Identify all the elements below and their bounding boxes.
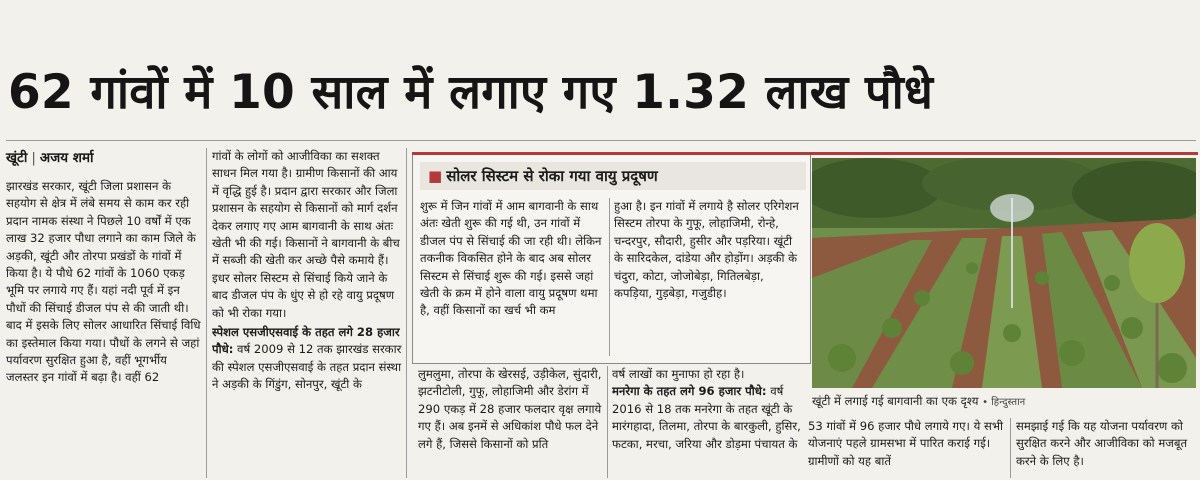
photo-credit: • हिन्दुस्तान [982, 397, 1026, 408]
photo-caption [812, 394, 1196, 410]
subhead-mgnrega: मनरेगा के तहत लगे 96 हजार पौधे: [612, 384, 767, 399]
box-column-divider [609, 198, 610, 356]
article-column-3 [418, 366, 604, 478]
byline [6, 148, 206, 166]
byline-place: खूंटी [6, 150, 28, 166]
headline: 62 गांवों में 10 साल में लगाए गए 1.32 लाख पौधे [8, 65, 934, 120]
column-2-continued [212, 324, 402, 394]
orchard-photo [812, 158, 1196, 388]
column-4-after-subhead: वर्ष 2016 से 18 तक मनरेगा के तहत खूंटी के मारंगहादा, तिलमा, तोरपा के बारकुली, हुसिर, फटका, मरचा, जरिया और डोड़मा पंचायत के [612, 384, 801, 451]
article-column-5 [808, 418, 1004, 478]
sidebar-box-title [420, 162, 806, 190]
column-3-text: लुमलुमा, तोरपा के खेरसई, उड़ीकेल, सुंदारी, झटनीटोली, गुफू, लोहाजिमी और डेरांग में 290 एकड़ में 28 हजार फलदार वृक्ष लगाये गए हैं। अब इनमें से अधिकांश पौधे फल देने लगे हैं, जिससे किसानों को प्रति [418, 367, 602, 451]
column-5-text: 53 गांवों में 96 हजार पौधे लगाये गए। ये सभी योजनाएं पहले ग्रामसभा में पारित कराई गई। ग्रामीणों को यह बातें [808, 419, 1003, 468]
column-4-continued [612, 383, 804, 453]
column-1-text: झारखंड सरकार, खूंटी जिला प्रशासन के सहयोग से क्षेत्र में लंबे समय से काम कर रही प्रदान नामक संस्था ने पिछले 10 वर्षों में एक लाख 32 हजार पौधा लगाने का काम जिले के अड़की, खूंटी और तोरपा प्रखंडों के गांवों में किया है। ये पौधे 62 गांवों के 1060 एकड़ भूमि पर लगाये गए हैं। यहां नदी पूर्व में इन पौधों की सिंचाई डीजल पंप से की जाती थी। बाद में इसके लिए सोलर आधारित सिंचाई विधि का इस्तेमाल किया गया। पौधों के लगने से जहां पर्यावरण सुरक्षित हुआ है, वहीं भूगर्भीय जलस्तर इन गांवों में बढ़ा है। वहीं 62 [6, 179, 201, 385]
sidebar-box-accent-bar [412, 152, 1198, 155]
column-6-text: समझाई गई कि यह योजना पर्यावरण को सुरक्षित करने और आजीविका को मजबूत करने के लिए है। [1016, 419, 1188, 468]
title-bullet-icon: ■ [428, 167, 443, 185]
headline-rule [6, 140, 1196, 141]
article-column-6 [1016, 418, 1198, 478]
column-divider [406, 148, 407, 478]
sidebar-box-column-1 [420, 198, 606, 358]
byline-author: अजय शर्मा [39, 150, 94, 166]
byline-separator: | [31, 150, 36, 166]
orchard-photo-image [812, 158, 1196, 388]
article-column-1 [6, 178, 202, 478]
sidebar-box-column-2 [614, 198, 804, 358]
column-2-text: गांवों के लोगों को आजीविका का सशक्त साधन मिल गया है। ग्रामीण किसानों की आय में वृद्धि हुई है। प्रदान द्वारा सरकार और जिला प्रशासन के सहयोग से किसानों को मार्ग दर्शन देकर लगाए गए आम बागवानी के साथ अंतः खेती भी की गई। किसानों ने बागवानी के बीच में सब्जी की खेती कर अच्छे पैसे कमाये हैं। इधर सोलर सिस्टम से सिंचाई किये जाने के बाद डीजल पंप के धुंए से हो रहे वायु प्रदूषण को भी रोका गया। [212, 149, 400, 320]
column-4-lead: वर्ष लाखों का मुनाफा हो रहा है। [612, 367, 745, 381]
column-2-after-subhead: वर्ष 2009 से 12 तक झारखंड सरकार की स्पेशल एसजीएसवाई के तहत प्रदान संस्था ने अड़की के गिंडुंग, सोनपुर, खूंटी के [212, 342, 402, 392]
sidebar-box-column-2-text: हुआ है। इन गांवों में लगाये है सोलर एरिगेशन सिस्टम तोरपा के गुफू, लोहाजिमी, रोन्हे, चन्दरपुर, सौदारी, हुसीर और पड़रिया। खूंटी के सारिदकेल, दांडेया और होड़ोंग। अड़की के चंदुरा, कोटा, जोजोबेड़ा, गितिलबेड़ा, कपड़िया, गुड़बेड़ा, गजुडीह। [614, 199, 799, 301]
photo-caption-text: खूंटी में लगाई गई बागवानी का एक दृश्य [812, 394, 979, 408]
column-divider [1010, 418, 1011, 478]
sidebar-box-title-text: सोलर सिस्टम से रोका गया वायु प्रदूषण [446, 167, 658, 185]
column-divider [607, 366, 608, 478]
article-column-2 [212, 148, 402, 478]
column-divider [206, 148, 207, 478]
article-column-4 [612, 366, 804, 478]
sidebar-box-column-1-text: शुरू में जिन गांवों में आम बागवानी के साथ अंतः खेती शुरू की गई थी, उन गांवों में डीजल पंप से सिंचाई की जा रही थी। लेकिन तकनीक विकसित होने के बाद अब सोलर सिस्टम से सिंचाई शुरू की गई। इससे जहां खेती के क्रम में होने वाला वायु प्रदूषण थमा है, वहीं किसानों का खर्च भी कम [420, 199, 602, 318]
subhead-sgsy: स्पेशल एसजीएसवाई के तहत लगे 28 हजार पौधे: [212, 325, 400, 357]
